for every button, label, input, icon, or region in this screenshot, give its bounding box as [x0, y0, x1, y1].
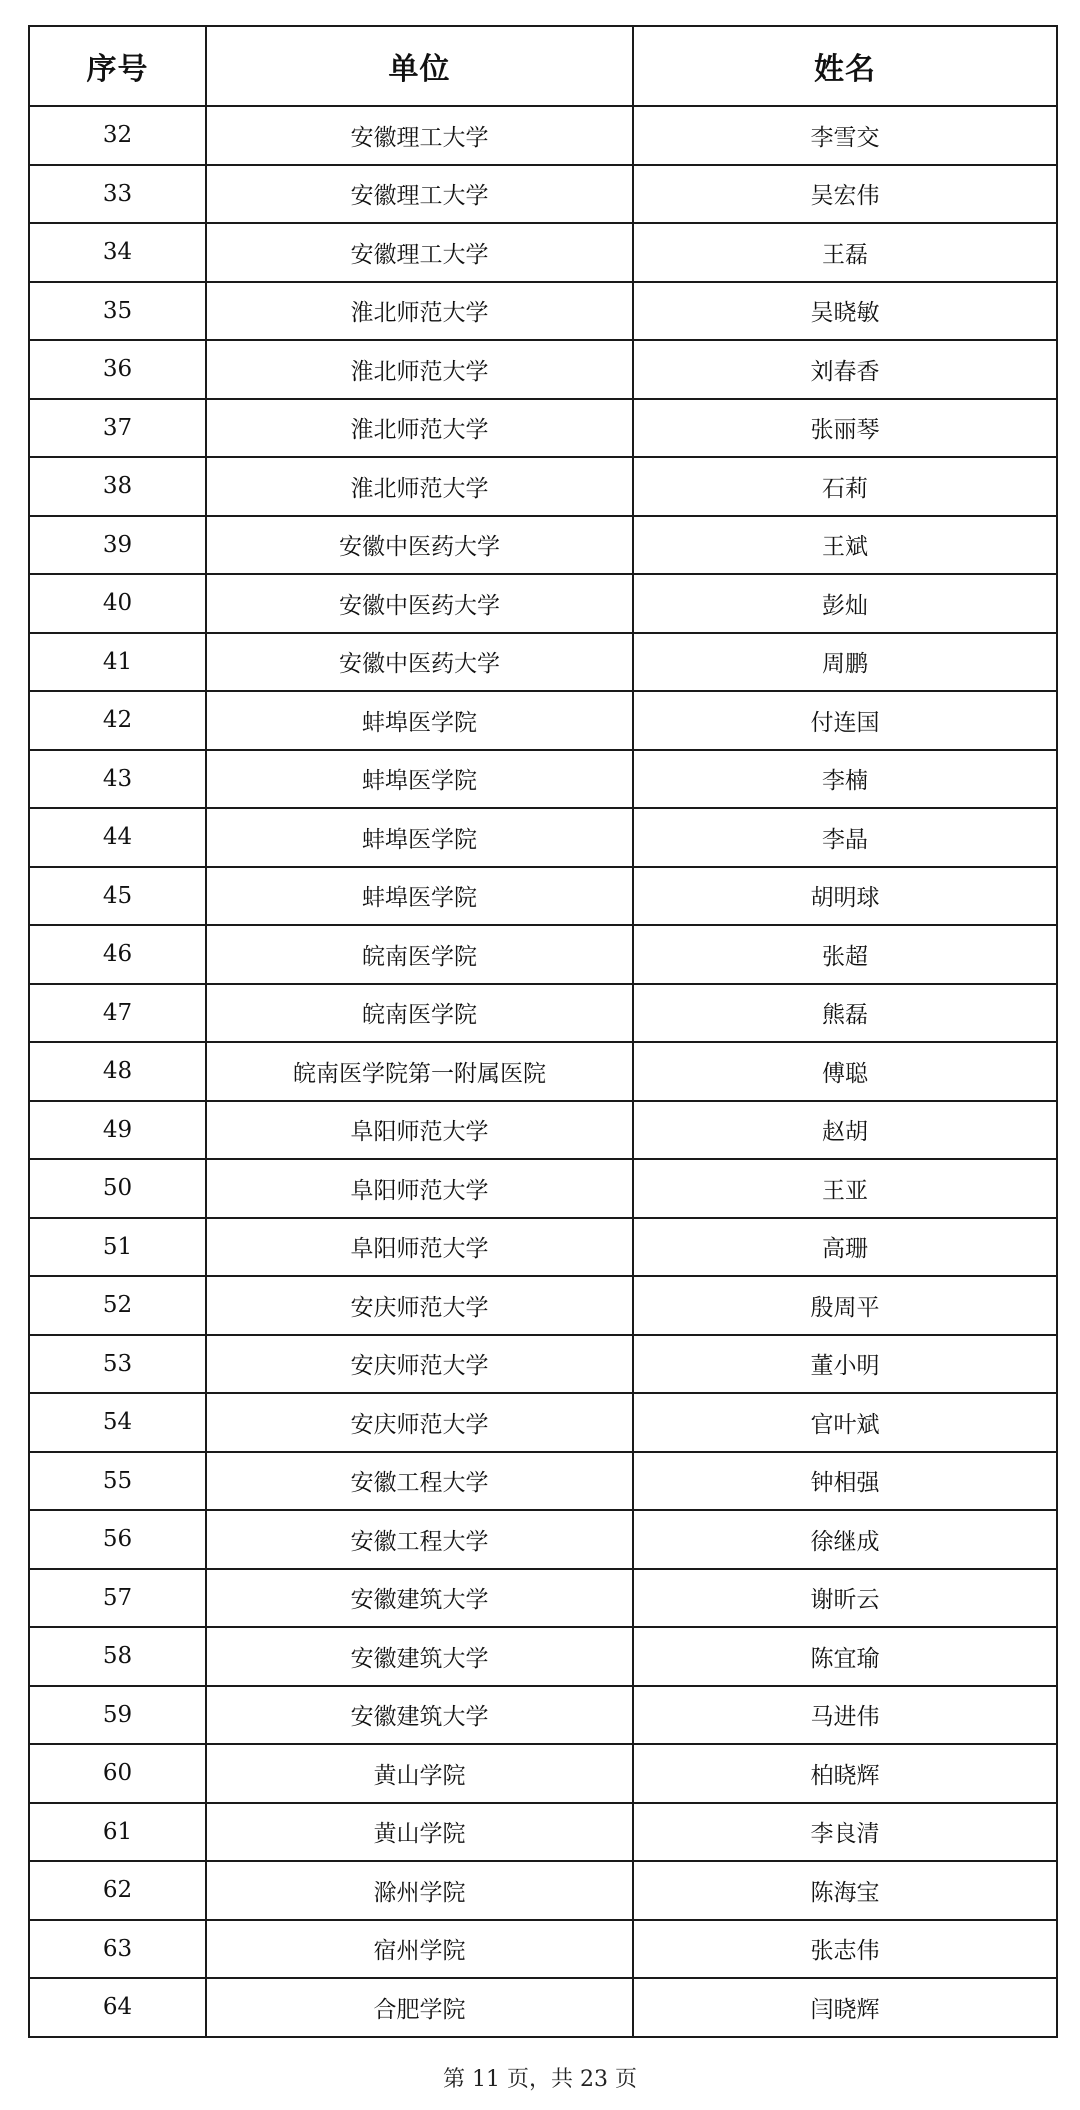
table-row — [29, 1627, 1057, 1686]
header-unit: 单位 — [206, 26, 633, 106]
table-row — [29, 1218, 1057, 1277]
table-row — [29, 750, 1057, 809]
cell-name: 李楠 — [633, 750, 1057, 809]
cell-name: 李雪交 — [633, 106, 1057, 165]
cell-name: 李良清 — [633, 1803, 1057, 1862]
table-row — [29, 1744, 1057, 1803]
cell-unit: 安徽中医药大学 — [206, 633, 633, 692]
cell-index: 46 — [29, 925, 206, 984]
table-row — [29, 516, 1057, 575]
table-row — [29, 574, 1057, 633]
cell-unit: 安庆师范大学 — [206, 1276, 633, 1335]
cell-unit: 安徽建筑大学 — [206, 1569, 633, 1628]
table-row — [29, 1861, 1057, 1920]
cell-name: 陈宜瑜 — [633, 1627, 1057, 1686]
cell-name: 王磊 — [633, 223, 1057, 282]
cell-unit: 安徽建筑大学 — [206, 1686, 633, 1745]
cell-unit: 安徽理工大学 — [206, 106, 633, 165]
cell-name: 吴晓敏 — [633, 282, 1057, 341]
cell-name: 徐继成 — [633, 1510, 1057, 1569]
cell-name: 胡明球 — [633, 867, 1057, 926]
cell-name: 董小明 — [633, 1335, 1057, 1394]
cell-unit: 黄山学院 — [206, 1744, 633, 1803]
cell-unit: 淮北师范大学 — [206, 282, 633, 341]
cell-index: 55 — [29, 1452, 206, 1511]
cell-unit: 淮北师范大学 — [206, 340, 633, 399]
page-number-label: 第 11 页，共 23 页 — [443, 2067, 637, 2092]
cell-unit: 安徽工程大学 — [206, 1452, 633, 1511]
table-row — [29, 1803, 1057, 1862]
cell-unit: 滁州学院 — [206, 1861, 633, 1920]
cell-name: 熊磊 — [633, 984, 1057, 1043]
table-row — [29, 399, 1057, 458]
table-row — [29, 925, 1057, 984]
cell-index: 37 — [29, 399, 206, 458]
cell-index: 58 — [29, 1627, 206, 1686]
cell-name: 吴宏伟 — [633, 165, 1057, 224]
cell-index: 45 — [29, 867, 206, 926]
cell-name: 殷周平 — [633, 1276, 1057, 1335]
cell-index: 33 — [29, 165, 206, 224]
cell-name: 张丽琴 — [633, 399, 1057, 458]
table-row — [29, 867, 1057, 926]
table-row — [29, 340, 1057, 399]
table-row — [29, 223, 1057, 282]
cell-index: 49 — [29, 1101, 206, 1160]
cell-name: 官叶斌 — [633, 1393, 1057, 1452]
cell-index: 32 — [29, 106, 206, 165]
cell-index: 56 — [29, 1510, 206, 1569]
cell-index: 38 — [29, 457, 206, 516]
table-row — [29, 282, 1057, 341]
table-row — [29, 1159, 1057, 1218]
table-row — [29, 106, 1057, 165]
cell-name: 王斌 — [633, 516, 1057, 575]
cell-name: 刘春香 — [633, 340, 1057, 399]
roster-table — [28, 25, 1058, 2038]
table-row — [29, 1510, 1057, 1569]
table-row — [29, 1978, 1057, 2037]
cell-name: 谢昕云 — [633, 1569, 1057, 1628]
cell-name: 张志伟 — [633, 1920, 1057, 1979]
cell-index: 57 — [29, 1569, 206, 1628]
cell-unit: 宿州学院 — [206, 1920, 633, 1979]
table-row — [29, 633, 1057, 692]
cell-index: 52 — [29, 1276, 206, 1335]
header-name: 姓名 — [633, 26, 1057, 106]
cell-unit: 黄山学院 — [206, 1803, 633, 1862]
cell-unit: 蚌埠医学院 — [206, 691, 633, 750]
cell-index: 59 — [29, 1686, 206, 1745]
cell-index: 47 — [29, 984, 206, 1043]
cell-name: 闫晓辉 — [633, 1978, 1057, 2037]
table-row — [29, 1920, 1057, 1979]
cell-name: 马进伟 — [633, 1686, 1057, 1745]
cell-unit: 蚌埠医学院 — [206, 867, 633, 926]
cell-index: 53 — [29, 1335, 206, 1394]
cell-index: 62 — [29, 1861, 206, 1920]
cell-index: 36 — [29, 340, 206, 399]
cell-unit: 安徽中医药大学 — [206, 574, 633, 633]
cell-name: 陈海宝 — [633, 1861, 1057, 1920]
table-row — [29, 165, 1057, 224]
cell-index: 44 — [29, 808, 206, 867]
cell-name: 傅聪 — [633, 1042, 1057, 1101]
cell-unit: 安徽工程大学 — [206, 1510, 633, 1569]
cell-index: 39 — [29, 516, 206, 575]
table-body — [29, 106, 1057, 2037]
cell-name: 彭灿 — [633, 574, 1057, 633]
cell-index: 42 — [29, 691, 206, 750]
table-row — [29, 1042, 1057, 1101]
header-index: 序号 — [29, 26, 206, 106]
cell-index: 60 — [29, 1744, 206, 1803]
cell-index: 43 — [29, 750, 206, 809]
cell-unit: 安徽建筑大学 — [206, 1627, 633, 1686]
cell-index: 35 — [29, 282, 206, 341]
cell-unit: 安庆师范大学 — [206, 1393, 633, 1452]
cell-unit: 蚌埠医学院 — [206, 750, 633, 809]
cell-index: 63 — [29, 1920, 206, 1979]
cell-index: 34 — [29, 223, 206, 282]
table-row — [29, 691, 1057, 750]
cell-unit: 阜阳师范大学 — [206, 1101, 633, 1160]
cell-unit: 皖南医学院 — [206, 984, 633, 1043]
table-row — [29, 1393, 1057, 1452]
cell-name: 柏晓辉 — [633, 1744, 1057, 1803]
roster-table-container — [28, 25, 1056, 2038]
cell-name: 王亚 — [633, 1159, 1057, 1218]
cell-name: 李晶 — [633, 808, 1057, 867]
cell-index: 54 — [29, 1393, 206, 1452]
table-row — [29, 1335, 1057, 1394]
table-row — [29, 457, 1057, 516]
cell-index: 64 — [29, 1978, 206, 2037]
cell-unit: 安庆师范大学 — [206, 1335, 633, 1394]
cell-unit: 安徽理工大学 — [206, 165, 633, 224]
table-header-row — [29, 26, 1057, 106]
cell-index: 61 — [29, 1803, 206, 1862]
page-footer — [0, 2062, 1080, 2093]
cell-index: 48 — [29, 1042, 206, 1101]
table-row — [29, 1452, 1057, 1511]
cell-unit: 淮北师范大学 — [206, 399, 633, 458]
cell-name: 高珊 — [633, 1218, 1057, 1277]
cell-name: 赵胡 — [633, 1101, 1057, 1160]
cell-name: 钟相强 — [633, 1452, 1057, 1511]
table-row — [29, 808, 1057, 867]
cell-unit: 合肥学院 — [206, 1978, 633, 2037]
cell-unit: 皖南医学院 — [206, 925, 633, 984]
cell-unit: 蚌埠医学院 — [206, 808, 633, 867]
cell-unit: 皖南医学院第一附属医院 — [206, 1042, 633, 1101]
cell-name: 张超 — [633, 925, 1057, 984]
table-row — [29, 1276, 1057, 1335]
cell-unit: 安徽中医药大学 — [206, 516, 633, 575]
cell-unit: 阜阳师范大学 — [206, 1159, 633, 1218]
cell-unit: 淮北师范大学 — [206, 457, 633, 516]
cell-unit: 安徽理工大学 — [206, 223, 633, 282]
cell-index: 51 — [29, 1218, 206, 1277]
cell-index: 40 — [29, 574, 206, 633]
table-row — [29, 1101, 1057, 1160]
table-row — [29, 1569, 1057, 1628]
cell-index: 41 — [29, 633, 206, 692]
cell-index: 50 — [29, 1159, 206, 1218]
cell-unit: 阜阳师范大学 — [206, 1218, 633, 1277]
cell-name: 周鹏 — [633, 633, 1057, 692]
table-row — [29, 1686, 1057, 1745]
cell-name: 石莉 — [633, 457, 1057, 516]
table-row — [29, 984, 1057, 1043]
cell-name: 付连国 — [633, 691, 1057, 750]
